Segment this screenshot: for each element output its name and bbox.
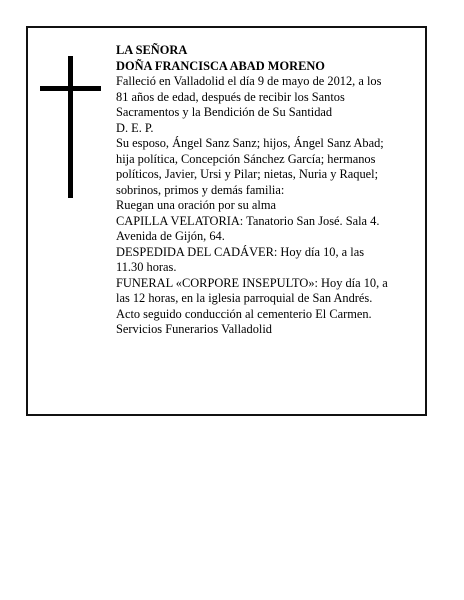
cross-icon-vertical-bar: [68, 56, 73, 198]
obituary-notice: [26, 26, 427, 416]
notice-line: D. E. P.: [116, 120, 154, 135]
notice-line: Falleció en Valladolid el día 9 de mayo de 2012, a los: [116, 74, 382, 88]
notice-line: 81 años de edad, después de recibir los Santos: [116, 89, 345, 104]
notice-line: DESPEDIDA DEL CADÁVER: Hoy día 10, a las: [116, 244, 365, 259]
notice-line: Avenida de Gijón, 64.: [116, 229, 225, 243]
notice-line: Su esposo, Ángel Sanz Sanz; hijos, Ángel Sanz Abad;: [116, 136, 384, 150]
notice-title: LA SEÑORA: [116, 43, 188, 57]
notice-text: [116, 43, 428, 338]
deceased-name: DOÑA FRANCISCA ABAD MORENO: [116, 58, 325, 73]
notice-line: 11.30 horas.: [116, 260, 177, 274]
notice-line: FUNERAL «CORPORE INSEPULTO»: Hoy día 10, a: [116, 275, 388, 290]
notice-line: Sacramentos y la Bendición de Su Santidad: [116, 105, 333, 119]
notice-line: Acto seguido conducción al cementerio El Carmen.: [116, 306, 372, 321]
notice-line: Ruegan una oración por su alma: [116, 198, 276, 212]
notice-line: las 12 horas, en la iglesia parroquial de San Andrés.: [116, 291, 373, 305]
notice-line: CAPILLA VELATORIA: Tanatorio San José. Sala 4.: [116, 213, 380, 228]
notice-line: políticos, Javier, Ursi y Pilar; nietas, Nuria y Raquel;: [116, 167, 379, 181]
cross-icon-horizontal-bar: [40, 86, 101, 91]
notice-line: sobrinos, primos y demás familia:: [116, 182, 285, 197]
notice-line: hija política, Concepción Sánchez García; hermanos: [116, 151, 376, 166]
notice-line: Servicios Funerarios Valladolid: [116, 322, 273, 336]
